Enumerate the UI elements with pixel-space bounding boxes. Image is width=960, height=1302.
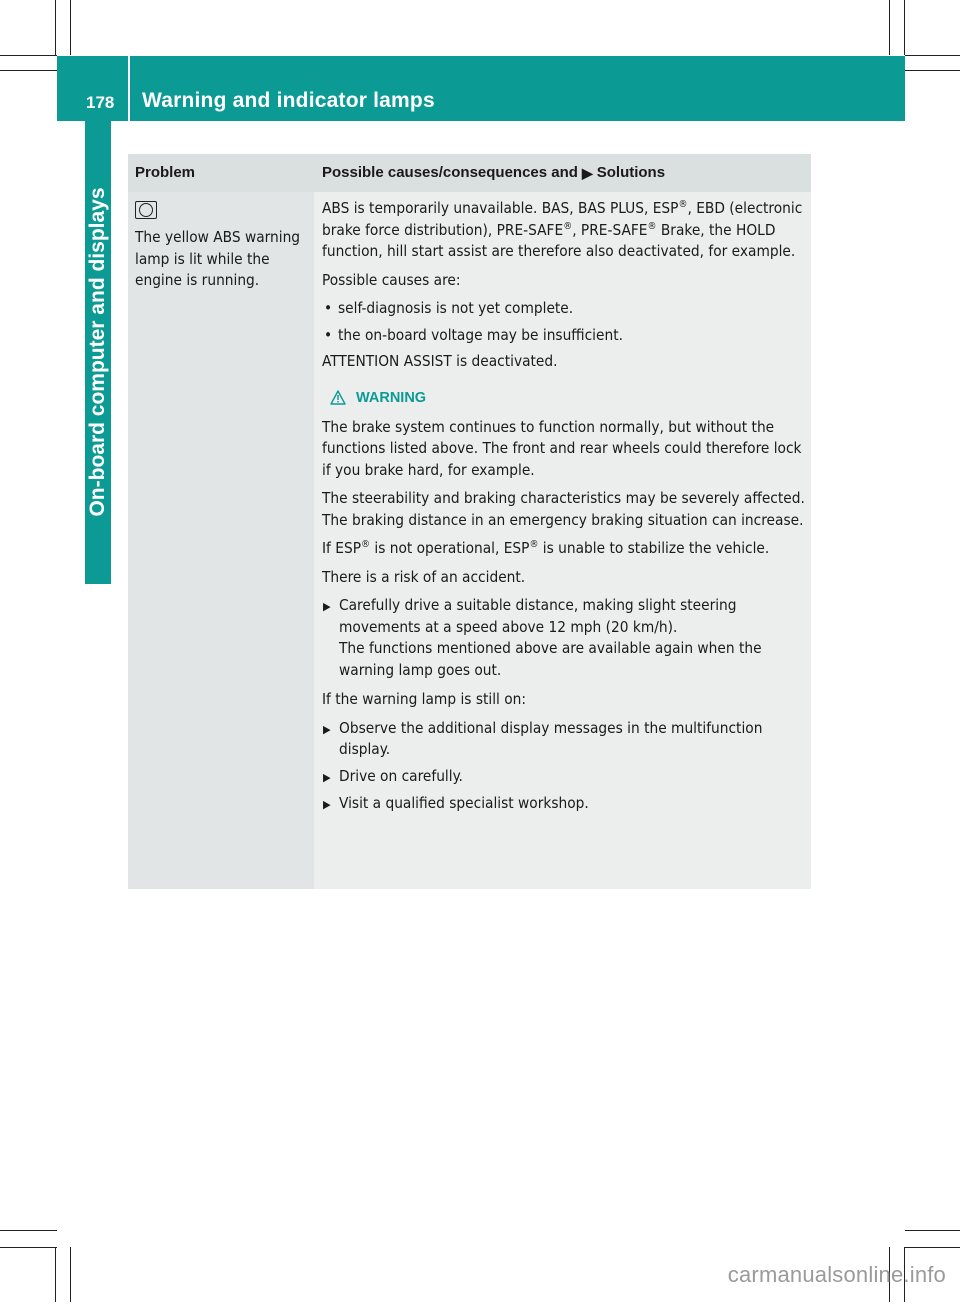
- problem-description: The yellow ABS warning lamp is lit while the engine is running.: [135, 228, 301, 289]
- warning-text-part: is unable to stabilize the vehicle.: [538, 539, 770, 557]
- column-header-solutions-text: Possible causes/consequences and: [322, 164, 578, 181]
- crop-mark: [0, 1230, 57, 1231]
- warning-text: There is a risk of an accident.: [322, 567, 526, 586]
- crop-mark: [905, 1230, 960, 1231]
- step-arrow-icon: ▶: [323, 770, 331, 784]
- step-arrow-icon: ▶: [323, 600, 331, 613]
- crop-mark: [904, 0, 905, 55]
- bullet-icon: •: [324, 325, 333, 344]
- attention-note: ATTENTION ASSIST is deactivated.: [322, 352, 558, 370]
- warning-text-part: is not operational, ESP: [370, 539, 530, 557]
- still-on-text: If the warning lamp is still on:: [322, 690, 526, 708]
- intro-text-1: ABS is temporarily unavailable. BAS, BAS PLUS, ESP: [322, 199, 679, 217]
- list-item: [322, 325, 805, 347]
- crop-mark: [0, 1247, 57, 1248]
- crop-mark: [905, 70, 960, 71]
- crop-mark: [905, 55, 960, 56]
- registered-mark: ®: [678, 198, 688, 210]
- registered-mark: ®: [647, 220, 657, 232]
- step-result-text: The functions mentioned above are available again when the warning lamp goes out.: [339, 639, 762, 679]
- crop-mark: [70, 1247, 71, 1302]
- registered-mark: ®: [529, 538, 539, 550]
- step-text: Carefully drive a suitable distance, making slight steering movements at a speed above 12 mph (20 km/h).: [339, 596, 737, 636]
- chapter-label: On-board computer and displays: [86, 187, 109, 517]
- step-text: Visit a qualified specialist workshop.: [339, 794, 589, 812]
- step-arrow-icon: ▶: [323, 798, 331, 811]
- page-number: 178: [86, 93, 115, 112]
- solutions-intro: [322, 198, 805, 263]
- page-title: Warning and indicator lamps: [142, 89, 435, 112]
- crop-mark: [55, 1247, 56, 1302]
- action-step: [322, 718, 805, 761]
- watermark: carmanualsonline.info: [727, 1262, 946, 1287]
- step-text: Observe the additional display messages in the multifunction display.: [339, 718, 763, 758]
- crop-mark: [55, 0, 56, 55]
- action-step: [322, 766, 805, 789]
- list-item: [322, 298, 805, 320]
- list-item-text: self-diagnosis is not yet complete.: [338, 299, 574, 317]
- problem-solutions-table: [128, 154, 811, 889]
- causes-intro: Possible causes are:: [322, 270, 461, 289]
- action-step: [322, 793, 805, 816]
- header-separator: [128, 56, 130, 121]
- warning-label: WARNING: [356, 389, 427, 406]
- solutions-cell: [314, 192, 811, 889]
- warning-triangle-icon: [330, 390, 346, 405]
- action-step: [322, 595, 805, 681]
- warning-text-part: If ESP: [322, 539, 361, 557]
- intro-text-3: , PRE-SAFE: [572, 220, 648, 239]
- registered-mark: ®: [563, 220, 573, 232]
- bullet-icon: •: [324, 299, 333, 317]
- intro-text-4: Brake, the HOLD function, hill start assist are therefore also deactivated, for example.: [322, 220, 796, 260]
- warning-text: The brake system continues to function normally, but without the functions listed above. The front and rear wheels could therefore lock if you brake hard, for example.: [322, 417, 802, 479]
- warning-heading: [322, 387, 805, 409]
- crop-mark: [889, 0, 890, 55]
- step-text: Drive on carefully.: [339, 766, 463, 785]
- problem-cell: [128, 192, 314, 889]
- list-item-text: the on-board voltage may be insufficient.: [338, 325, 623, 344]
- warning-text: The steerability and braking characteristics may be severely affected. The braking distance in an emergency braking situation can increase.: [322, 489, 805, 529]
- crop-mark: [0, 70, 57, 71]
- crop-mark: [0, 55, 57, 56]
- registered-mark: ®: [361, 538, 370, 550]
- abs-warning-lamp-icon: [135, 201, 157, 219]
- column-header-problem: Problem: [135, 164, 196, 181]
- column-header-solutions-label: Solutions: [596, 164, 666, 181]
- table-row: [128, 192, 811, 889]
- step-arrow-icon: ▶: [323, 722, 331, 736]
- action-arrow-icon: ▶: [581, 165, 593, 181]
- step-body: [339, 595, 805, 681]
- warning-text: [322, 538, 805, 560]
- table-header-row: [128, 154, 811, 192]
- column-header-solutions: [314, 154, 811, 192]
- intro-text-2: , EBD (electronic brake force distribution), PRE-SAFE: [322, 199, 803, 239]
- crop-mark: [70, 0, 71, 55]
- crop-mark: [905, 1247, 960, 1248]
